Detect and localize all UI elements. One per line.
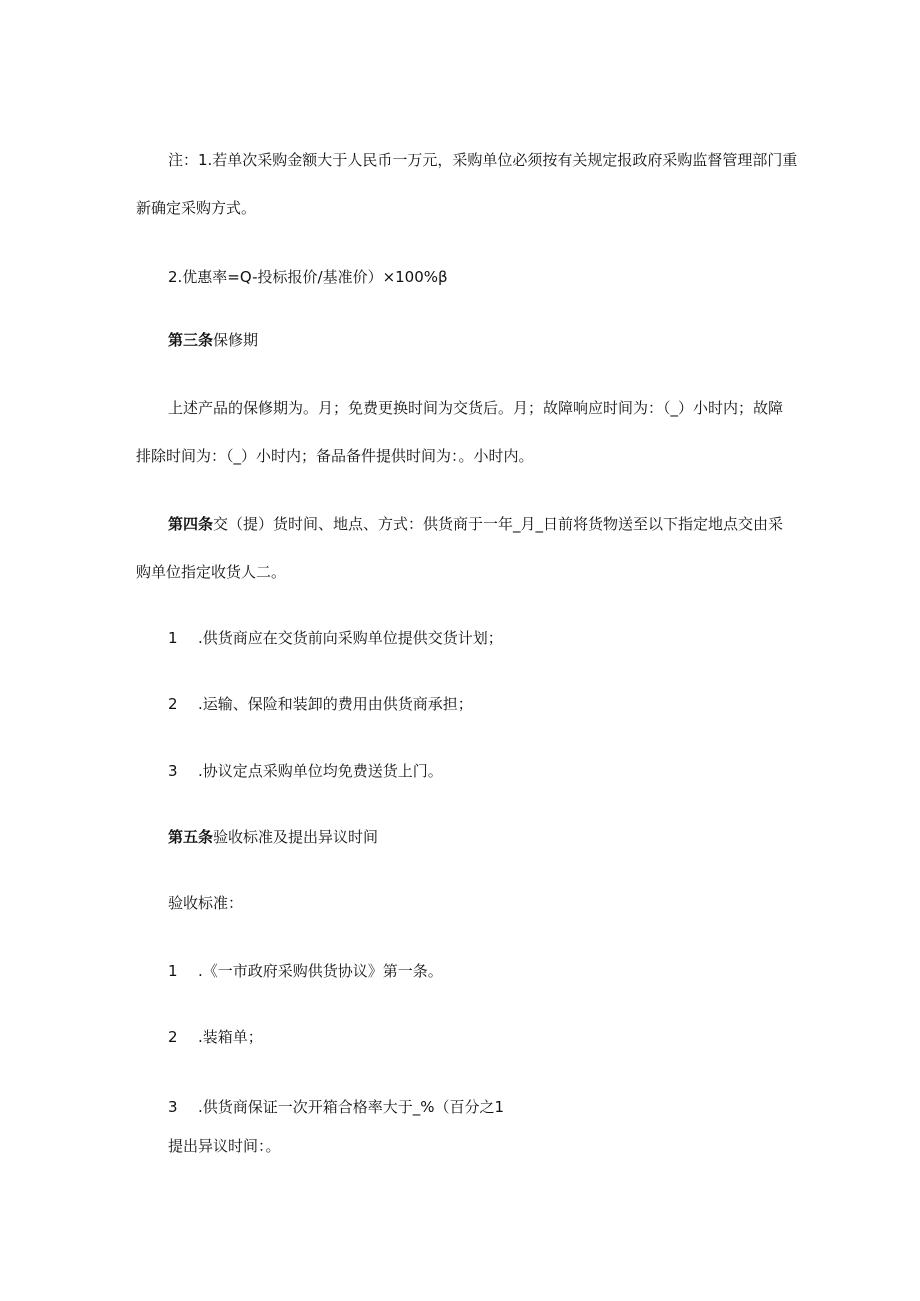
list-number: 2 bbox=[168, 1028, 178, 1046]
list-item-text: .《一市政府采购供货协议》第一条。 bbox=[198, 962, 443, 980]
list-number: 2 bbox=[168, 695, 178, 713]
article-4-item bbox=[168, 694, 473, 714]
note-formula: 2.优惠率=Q-投标报价/基准价）×100%β bbox=[168, 268, 448, 286]
article-3-title: 保修期 bbox=[213, 331, 259, 349]
note-line-1: 注：1.若单次采购金额大于人民币一万元，采购单位必须按有关规定报政府采购监督管理部门重 bbox=[168, 151, 798, 169]
article-4-number: 第四条 bbox=[168, 515, 214, 533]
list-number: 1 bbox=[168, 629, 178, 647]
note-line-2: 新确定采购方式。 bbox=[136, 199, 257, 217]
list-number: 1 bbox=[168, 962, 178, 980]
article-5-title: 验收标准及提出异议时间 bbox=[213, 828, 379, 846]
list-number: 3 bbox=[168, 1098, 178, 1116]
article-4-line-1 bbox=[168, 514, 783, 534]
standard-label: 验收标准： bbox=[168, 894, 244, 912]
list-item-text: .供货商保证一次开箱合格率大于_%（百分之1 bbox=[198, 1098, 505, 1116]
article-5-number: 第五条 bbox=[168, 828, 214, 846]
article-3-line-2: 排除时间为：（_）小时内；备品备件提供时间为：。小时内。 bbox=[136, 447, 534, 465]
article-3-heading-line bbox=[168, 330, 258, 350]
list-item-text: .运输、保险和装卸的费用由供货商承担； bbox=[198, 695, 473, 713]
article-3-number: 第三条 bbox=[168, 331, 214, 349]
article-4-line-2: 购单位指定收货人二。 bbox=[136, 563, 287, 581]
list-number: 3 bbox=[168, 762, 178, 780]
article-5-item bbox=[168, 961, 443, 981]
article-3-line-1: 上述产品的保修期为。月；免费更换时间为交货后。月；故障响应时间为：（_）小时内；故障 bbox=[168, 399, 784, 417]
article-5-heading-line bbox=[168, 827, 378, 847]
article-4-item bbox=[168, 628, 503, 648]
article-5-item bbox=[168, 1027, 263, 1047]
objection-time: 提出异议时间：。 bbox=[168, 1137, 281, 1155]
article-5-item bbox=[168, 1097, 504, 1117]
list-item-text: .协议定点采购单位均免费送货上门。 bbox=[198, 762, 443, 780]
list-item-text: .供货商应在交货前向采购单位提供交货计划； bbox=[198, 629, 503, 647]
list-item-text: .装箱单； bbox=[198, 1028, 263, 1046]
article-4-text: 交（提）货时间、地点、方式：供货商于一年_月_日前将货物送至以下指定地点交由采 bbox=[213, 515, 784, 533]
article-4-item bbox=[168, 761, 443, 781]
